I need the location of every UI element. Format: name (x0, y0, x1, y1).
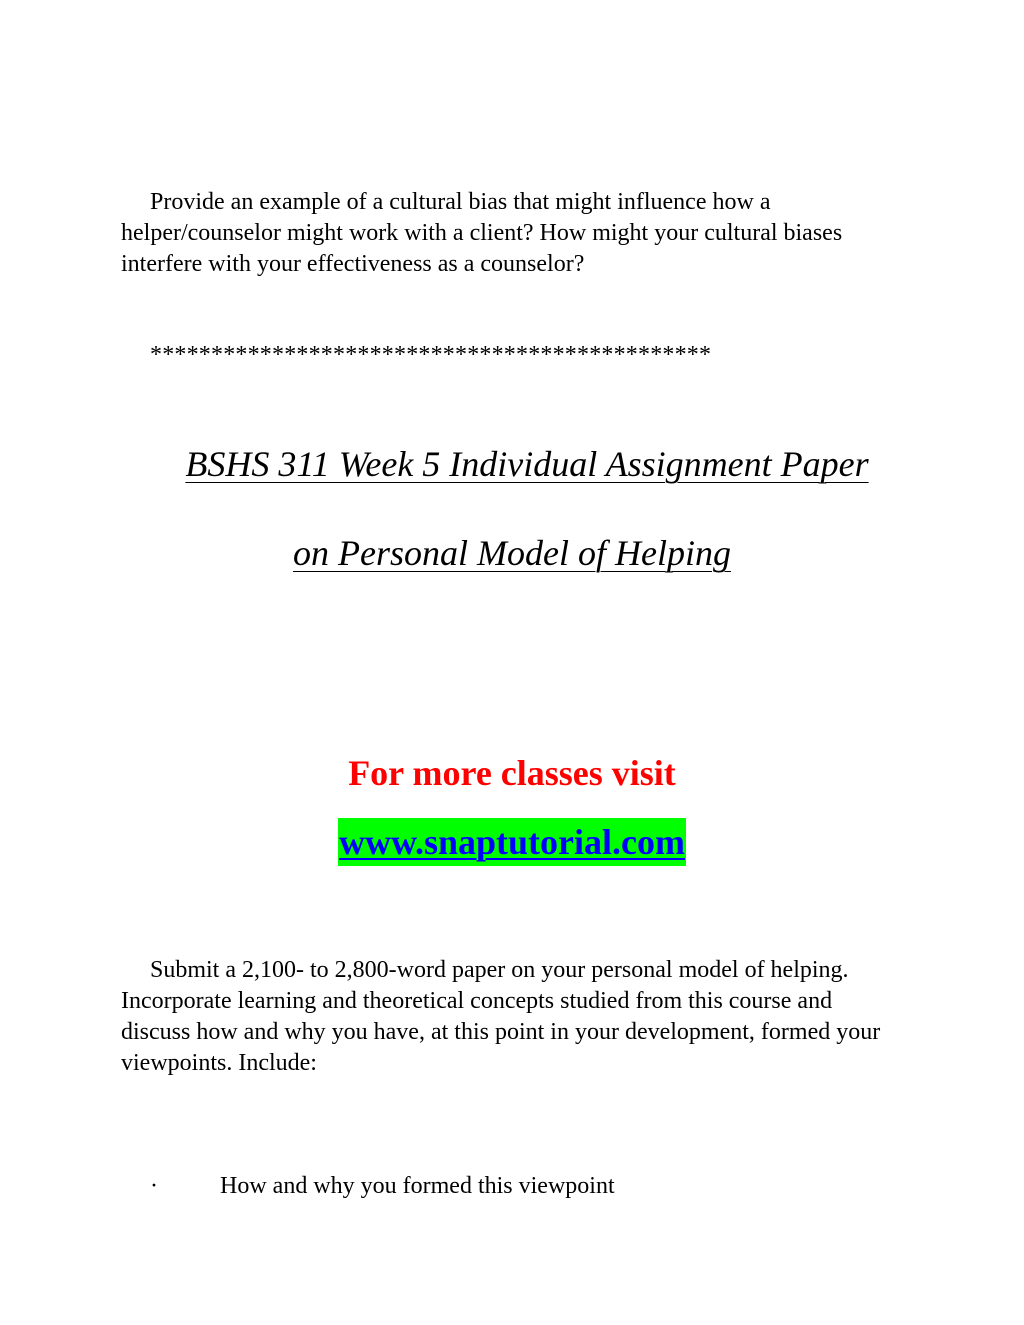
promo-heading: For more classes visit (348, 753, 676, 793)
assignment-title-line-2: on Personal Model of Helping (293, 533, 731, 573)
bullet-icon: · (150, 1173, 158, 1199)
snaptutorial-link[interactable]: www.snaptutorial.com (338, 818, 686, 866)
asterisk-separator: ********************************************** (150, 342, 712, 368)
list-item-text: How and why you formed this viewpoint (220, 1173, 615, 1199)
promo-link-container (0, 818, 1024, 866)
assignment-title-line-1: BSHS 311 Week 5 Individual Assignment Paper (185, 444, 869, 484)
intro-question-paragraph: Provide an example of a cultural bias that might influence how a helper/counselor might work with a client? How might your cultural biases interfere with your effectiveness as a counselor? (121, 189, 843, 277)
list-item (150, 1171, 615, 1202)
assignment-instructions-paragraph: Submit a 2,100- to 2,800-word paper on your personal model of helping. Incorporate learning and theoretical concepts studied from this course and discuss how and why you have, at this point in your development, formed your viewpoints. Include: (121, 957, 881, 1076)
